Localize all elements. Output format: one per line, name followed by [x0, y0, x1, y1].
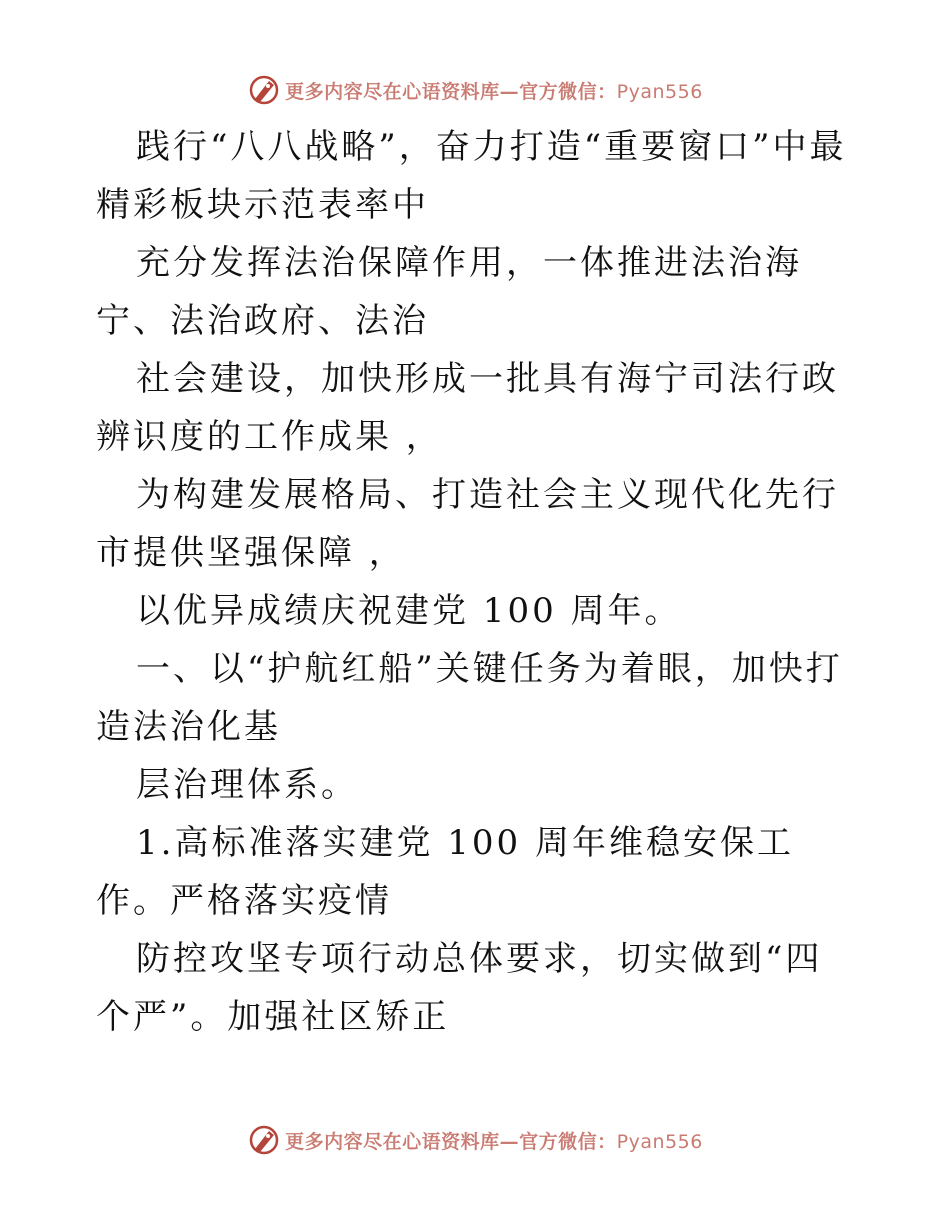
header-banner: [0, 70, 950, 110]
paragraph: 层治理体系。: [136, 765, 358, 805]
footer-banner-text: 更多内容尽在心语资料库—官方微信：: [285, 1130, 617, 1153]
paragraph: 一、以“护航红船”关键任务为着眼，加快打造法治化基: [96, 649, 843, 747]
pen-nib-circle-icon: [247, 1123, 281, 1157]
paragraph: 以优异成绩庆祝建党 100 周年。: [136, 591, 682, 631]
paragraph: 为构建发展格局、打造社会主义现代化先行市提供坚强保障 ，: [96, 475, 839, 573]
document-body: [96, 118, 856, 1046]
paragraph: 社会建设，加快形成一批具有海宁司法行政辨识度的工作成果 ，: [96, 359, 839, 457]
header-banner-wechat-id: Pyan556: [616, 80, 703, 103]
paragraph: 践行“八八战略”，奋力打造“重要窗口”中最精彩板块示范表率中: [96, 127, 847, 225]
paragraph: 1.高标准落实建党 100 周年维稳安保工作。严格落实疫情: [96, 823, 794, 921]
paragraph: 防控攻坚专项行动总体要求，切实做到“四个严”。加强社区矫正: [96, 939, 823, 1037]
header-banner-text: 更多内容尽在心语资料库—官方微信：: [285, 80, 617, 103]
footer-banner-wechat-id: Pyan556: [616, 1130, 703, 1153]
footer-banner: [0, 1120, 950, 1160]
pen-nib-circle-icon: [247, 73, 281, 107]
paragraph: 充分发挥法治保障作用，一体推进法治海宁、法治政府、法治: [96, 243, 802, 341]
